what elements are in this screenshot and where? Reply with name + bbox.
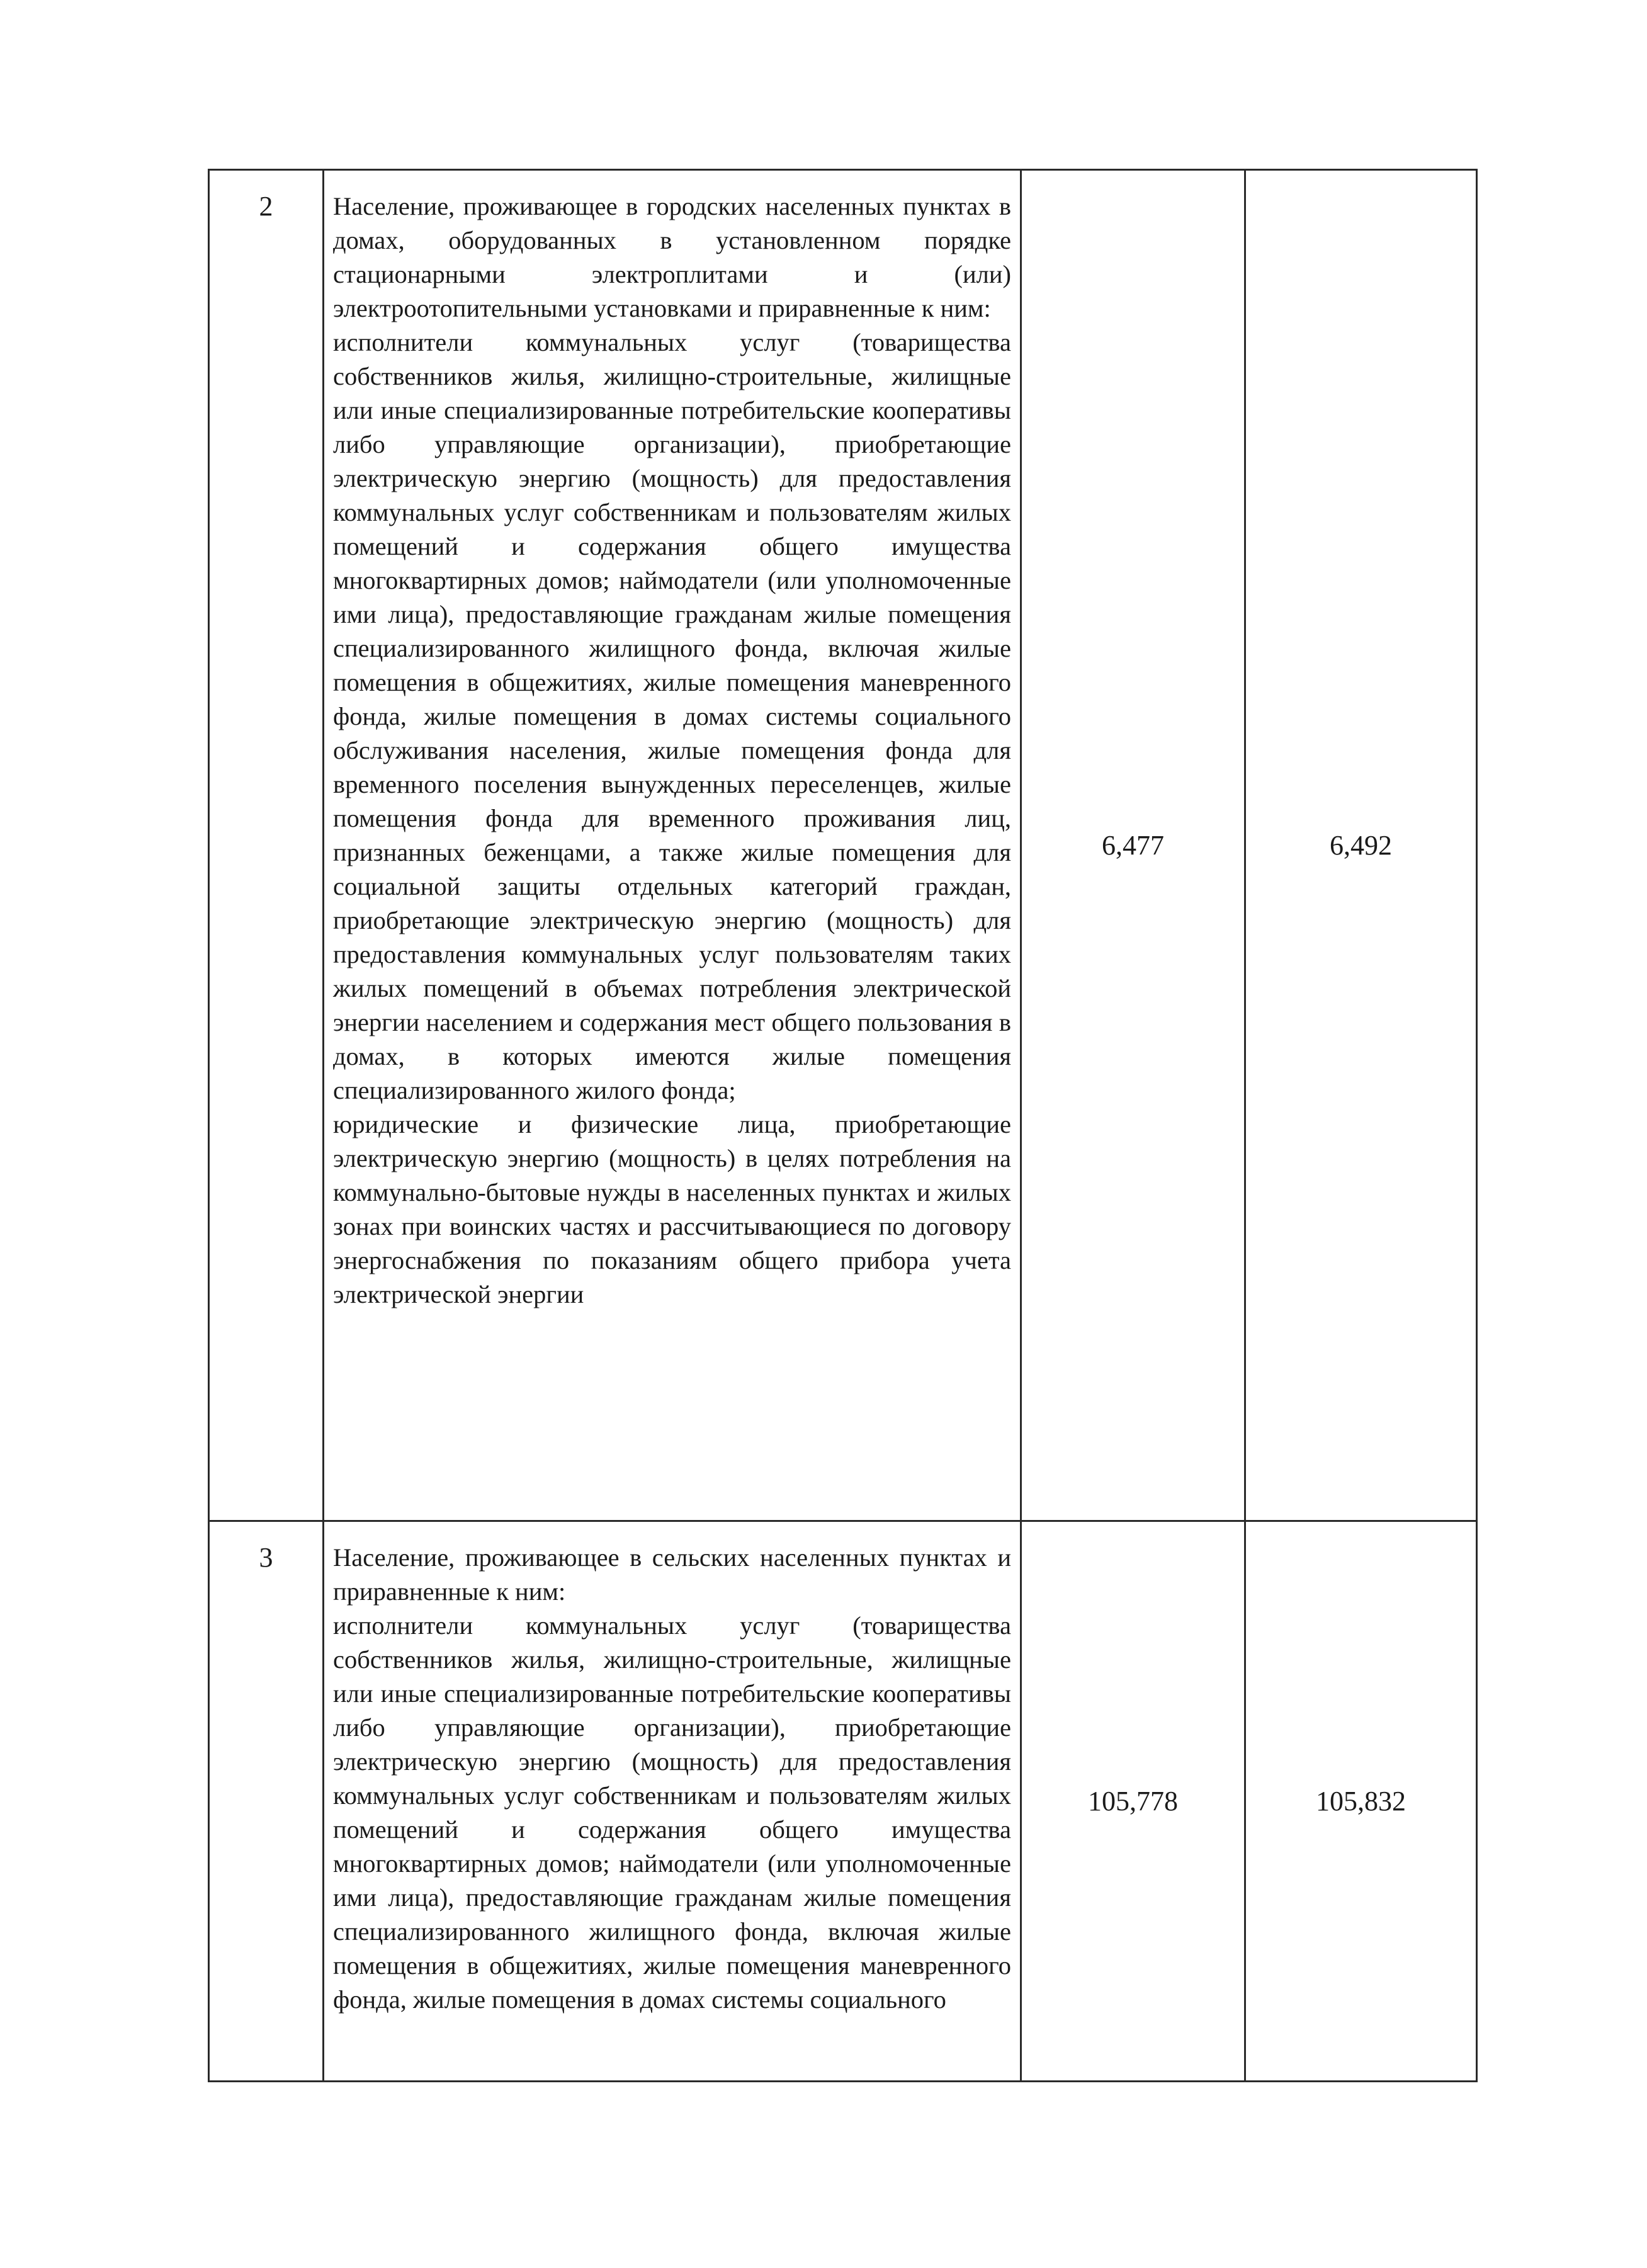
description-paragraph: исполнители коммунальных услуг (товарищества собственников жилья, жилищно-строительные, жилищные или иные специализированные потребительские кооперативы либо управляющие организации), приобретающие электрическую энергию (мощность) для предоставления коммунальных услуг собственникам и пользователям жилых помещений и содержания общего имущества многоквартирных домов; наймодатели (или уполномоченные ими лица), предоставляющие гражданам жилые помещения специализированного жилищного фонда, включая жилые помещения в общежитиях, жилые помещения маневренного фонда, жилые помещения в домах системы социального [333, 1611, 1011, 2014]
description-paragraph: Население, проживающее в городских населенных пунктах в домах, оборудованных в установленном порядке стационарными электроплитами и (или) электроотопительными установками и приравненные к ним: [333, 192, 1011, 322]
tariff-value-first: 105,778 [1021, 1521, 1245, 2082]
tariff-value-second: 105,832 [1245, 1521, 1477, 2082]
consumer-description [324, 1521, 1021, 2082]
description-paragraph: Население, проживающее в сельских населенных пунктах и приравненные к ним: [333, 1543, 1011, 1606]
table-row [209, 170, 1477, 1521]
table-row [209, 1521, 1477, 2082]
description-paragraph: юридические и физические лица, приобретающие электрическую энергию (мощность) в целях потребления на коммунально-бытовые нужды в населенных пунктах и жилых зонах при воинских частях и рассчитывающиеся по договору энергоснабжения по показаниям общего прибора учета электрической энергии [333, 1110, 1011, 1308]
tariff-value-second: 6,492 [1245, 170, 1477, 1521]
tariff-table [208, 169, 1478, 2082]
row-number: 2 [209, 170, 324, 1521]
description-paragraph: исполнители коммунальных услуг (товарищества собственников жилья, жилищно-строительные, жилищные или иные специализированные потребительские кооперативы либо управляющие организации), приобретающие электрическую энергию (мощность) для предоставления коммунальных услуг собственникам и пользователям жилых помещений и содержания общего имущества многоквартирных домов; наймодатели (или уполномоченные ими лица), предоставляющие гражданам жилые помещения специализированного жилищного фонда, включая жилые помещения в общежитиях, жилые помещения маневренного фонда, жилые помещения в домах системы социального обслуживания населения, жилые помещения фонда для временного поселения вынужденных переселенцев, жилые помещения фонда для временного проживания лиц, признанных беженцами, а также жилые помещения для социальной защиты отдельных категорий граждан, приобретающие электрическую энергию (мощность) для предоставления коммунальных услуг пользователям таких жилых помещений в объемах потребления электрической энергии населением и содержания мест общего пользования в домах, в которых имеются жилые помещения специализированного жилого фонда; [333, 328, 1011, 1104]
tariff-value-first: 6,477 [1021, 170, 1245, 1521]
row-number: 3 [209, 1521, 324, 2082]
consumer-description [324, 170, 1021, 1521]
